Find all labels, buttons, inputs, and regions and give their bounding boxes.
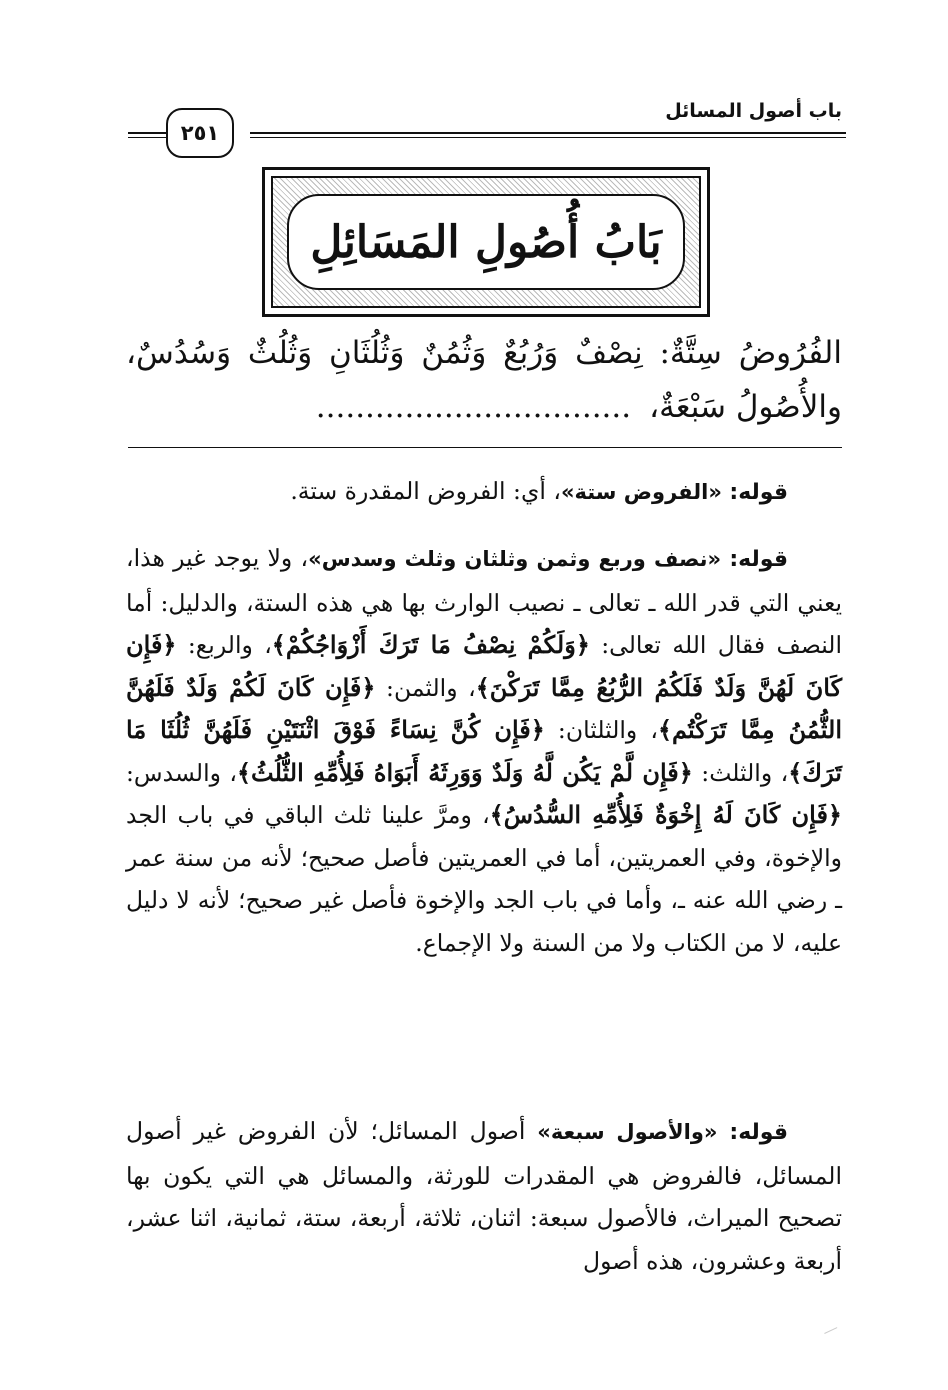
quran-verse-thuluthan: ﴿فَإِن كُنَّ نِسَاءً فَوْقَ اثْنَتَيْنِ فَلَهُنَّ ثُلُثَا مَا تَرَكَ﴾ [126,715,842,787]
paragraph-text: ، أي: الفروض المقدرة ستة. [290,477,561,505]
matn-separator [128,447,842,448]
paragraph-text: ، والسدس: [126,758,237,787]
matn-text: الفُرُوضُ سِتَّةٌ: نِصْفٌ وَرُبُعٌ وَثُمُنٌ وَثُلُثَانِ وَثُلُثٌ وَسُدُسٌ، والأُصُولُ سَبْعَةٌ، [126,335,842,425]
matn-text-block [126,326,842,434]
quoted-matn: «والأصول سبعة» [537,1120,718,1144]
matn-ellipsis: ................................ [315,389,632,425]
quran-verse-thumun: ﴿فَإِن كَانَ لَكُمْ وَلَدٌ فَلَهُنَّ الثُّمُنُ مِمَّا تَرَكْتُم﴾ [126,672,842,744]
qawluhu-keyword: قوله: [729,1120,788,1145]
quoted-matn: «الفروض ستة» [560,480,722,504]
paragraph-text: ، والثلثان: [544,716,658,744]
paragraph-text: أصول المسائل؛ لأن الفروض غير أصول المسائل، فالفروض هي المقدرات للورثة، والمسائل هي التي يكون بها تصحيح الميراث، فالأصول سبعة: اثنان، ثلاثة، أربعة، ستة، ثمانية، اثنا عشر، أربعة وعشرون، هذه أصول [126,1117,842,1275]
qawluhu-keyword: قوله: [729,480,788,505]
paragraph-text: ، ولا يوجد غير هذا، يعني التي قدر الله ـ تعالى ـ نصيب الوارث بها هي هذه الستة، والدليل: أما النصف فقال الله تعالى: [126,544,843,659]
page-number: ٢٥١ [166,108,234,158]
quran-verse-sudus: ﴿فَإِن كَانَ لَهُ إِخْوَةٌ فَلِأُمِّهِ السُّدُسُ﴾ [489,800,842,829]
ornamental-border [271,176,701,308]
quran-verse-nisf: ﴿وَلَكُمْ نِصْفُ مَا تَرَكَ أَزْوَاجُكُمْ﴾ [271,630,590,659]
qawluhu-keyword: قوله: [729,547,788,572]
quoted-matn: «نصف وربع وثمن وثلثان وثلث وسدس» [308,547,722,571]
running-title: باب أصول المسائل [665,100,842,122]
commentary-paragraph-1 [126,470,842,515]
paragraph-text: ، والربع: [176,631,272,659]
paragraph-text: ، ومرَّ علينا ثلث الباقي في باب الجد والإخوة، وفي العمريتين، أما في العمريتين فأصل صحيح؛ لأنه من سنة عمر ـ رضي الله عنه ـ، وأما في باب الجد والإخوة فأصل غير صحيح؛ لأنه لا دليل عليه، لا من الكتاب ولا من السنة ولا الإجماع. [126,801,842,957]
chapter-title-frame [262,167,710,317]
paragraph-text: ، والثمن: [375,673,476,702]
chapter-title: بَابُ أُصُولِ المَسَائِلِ [310,216,662,268]
quran-verse-rubu: ﴿فَإِن كَانَ لَهُنَّ وَلَدٌ فَلَكُمُ الرُّبُعُ مِمَّا تَرَكْنَ﴾ [126,630,842,702]
title-plate [287,194,685,290]
scan-mark [824,1327,838,1335]
header-rule [250,132,846,138]
commentary-paragraph-3 [126,1110,842,1282]
commentary-paragraph-2 [126,537,842,964]
paragraph-text: ، والثلث: [692,758,789,787]
quran-verse-thuluth: ﴿فَإِن لَّمْ يَكُن لَّهُ وَلَدٌ وَوَرِثَهُ أَبَوَاهُ فَلِأُمِّهِ الثُّلُثُ﴾ [236,757,693,787]
